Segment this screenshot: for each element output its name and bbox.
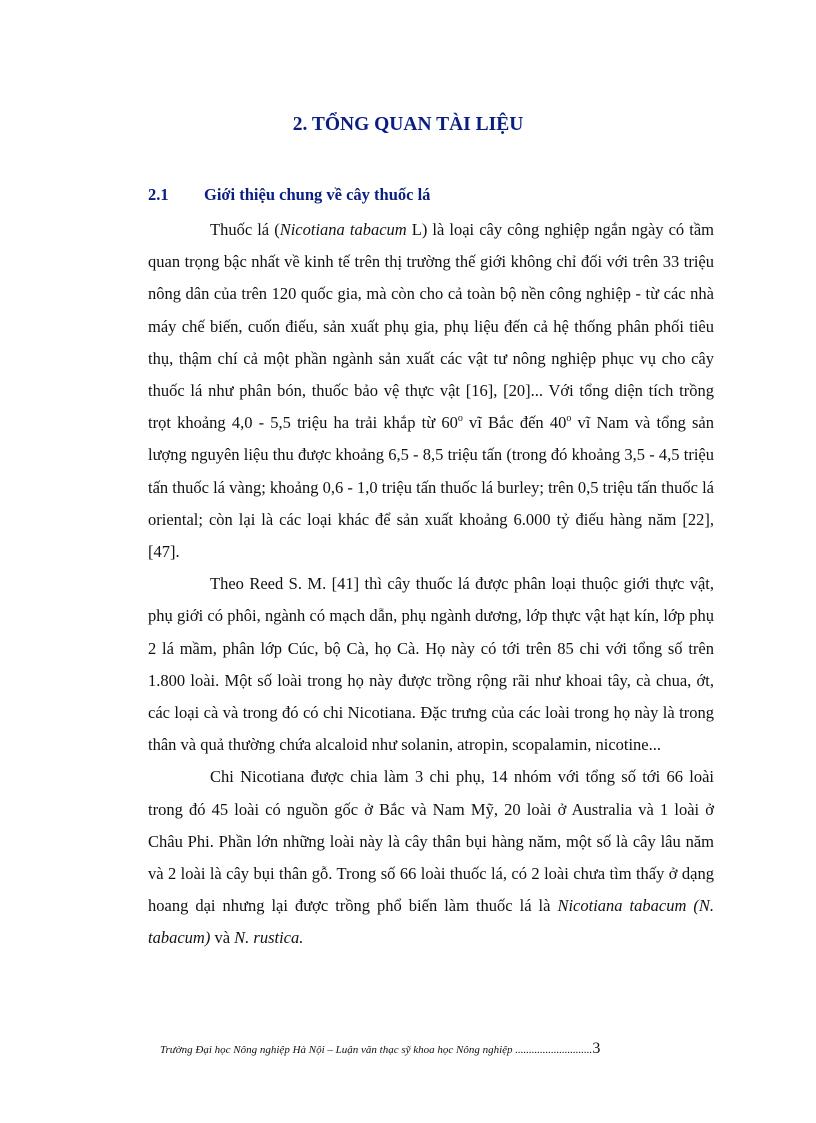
text-run: Thuốc lá ( [210, 220, 280, 239]
page-title: 2. TỔNG QUAN TÀI LIỆU [292, 114, 524, 135]
text-run: L) là loại cây công nghiệp ngắn ngày có tầm quan trọng bậc nhất về kinh tế trên thị trường thế giới không chỉ đối với trên 33 triệu nông dân của trên 120 quốc gia, mà còn cho cả toàn bộ nền công nghiệp - từ các nhà máy chế biến, cuốn điếu, sản xuất phụ gia, phụ liệu đến cả hệ thống phân phối tiêu thụ, thậm chí cả một phần ngành sản xuất các vật tư nông nghiệp phục vụ cho cây thuốc lá như phân bón, thuốc bảo vệ thực vật [16], [20]... Với tổng diện tích trồng trọt khoảng 4,0 - 5,5 triệu ha trải khắp từ 60 [148, 220, 714, 433]
page-footer [160, 1040, 680, 1058]
section-title: Giới thiệu chung về cây thuốc lá [204, 185, 431, 204]
paragraph-classification: Theo Reed S. M. [41] thì cây thuốc lá được phân loại thuộc giới thực vật, phụ giới có phôi, ngành có mạch dẫn, phụ ngành dương, lớp thực vật hạt kín, lớp phụ 2 lá mầm, phân lớp Cúc, bộ Cà, họ Cà. Họ này có tới trên 85 chi với tổng số trên 1.800 loài. Một số loài trong họ này được trồng rộng rãi như khoai tây, cà chua, ớt, các loại cà và trong đó có chi Nicotiana. Đặc trưng của các loài trong họ này là trong thân và quả thường chứa alcaloid như solanin, atropin, scopalamin, nicotine... [148, 574, 714, 755]
section-number: 2.1 [148, 185, 169, 204]
scientific-name: N. rustica. [234, 928, 304, 948]
page-number: 3 [592, 1040, 601, 1057]
paragraph-genus [148, 761, 714, 954]
scientific-name: Nicotiana tabacum (N. tabacum) [148, 896, 714, 948]
text-run: Chi Nicotiana được chia làm 3 chi phụ, 14 nhóm với tổng số tới 66 loài trong đó 45 loài có nguồn gốc ở Bắc và Nam Mỹ, 20 loài ở Australia và 1 loài ở Châu Phi. Phần lớn những loài này là cây thân bụi hàng năm, một số là cây lâu năm và 2 loài là cây bụi thân gỗ. Trong số 66 loài thuốc lá, có 2 loài chưa tìm thấy ở dạng hoang dại nhưng lại được trồng phổ biến làm thuốc lá là [148, 767, 714, 916]
paragraph-intro [148, 214, 714, 568]
footer-text: Trường Đại học Nông nghiệp Hà Nội – Luận văn thạc sỹ khoa học Nông nghiệp ............................ [160, 1044, 593, 1056]
text-run: vĩ Nam và tổng sản lượng nguyên liệu thu được khoảng 6,5 - 8,5 triệu tấn (trong đó khoảng 3,5 - 4,5 triệu tấn thuốc lá vàng; khoảng 0,6 - 1,0 triệu tấn thuốc lá burley; trên 0,5 triệu tấn thuốc lá oriental; còn lại là các loại khác để sản xuất khoảng 6.000 tỷ điếu hàng năm [22], [47]. [148, 413, 715, 562]
text-run: và [210, 928, 235, 948]
section-heading [148, 185, 430, 205]
scientific-name: Nicotiana tabacum [279, 220, 407, 239]
text-run: vĩ Bắc đến 40 [462, 413, 567, 433]
degree-sign: o [566, 412, 572, 424]
body-text [148, 214, 714, 955]
degree-sign: o [457, 412, 463, 424]
